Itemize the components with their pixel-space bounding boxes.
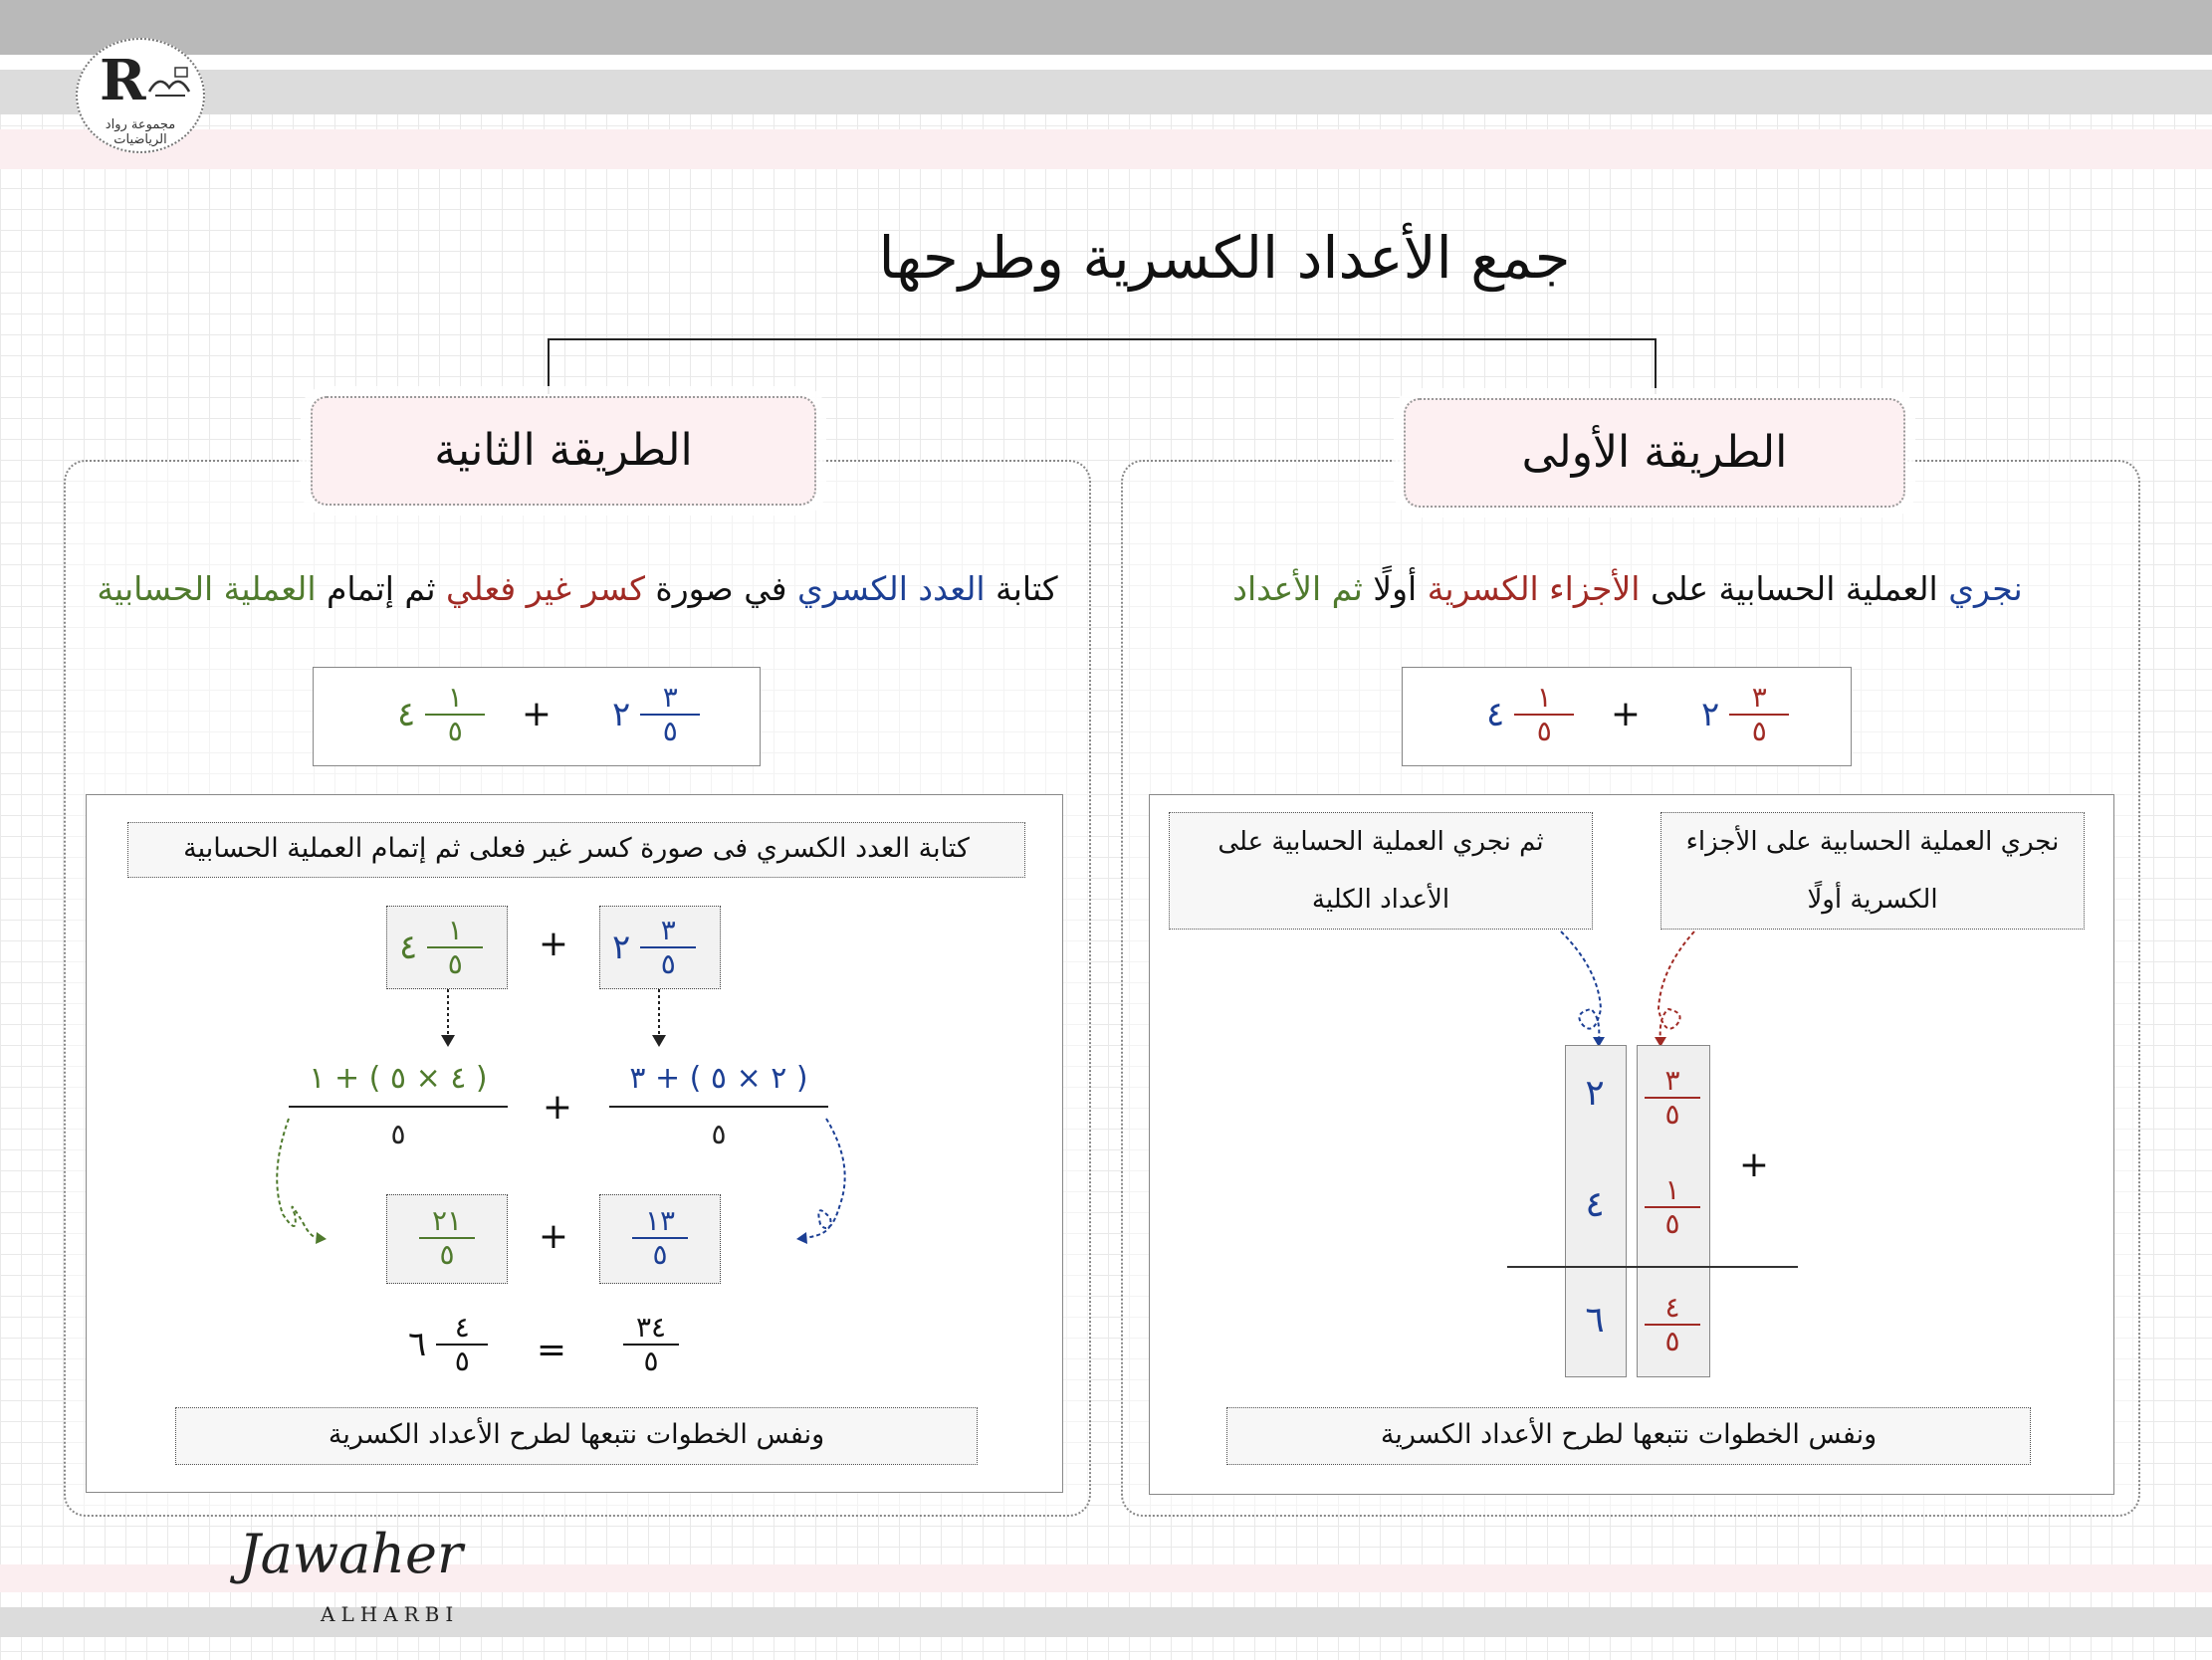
numerator: ٣٤ — [635, 1311, 667, 1344]
subtitle-part-green: العملية الحسابية — [97, 569, 317, 608]
result-fraction — [1645, 1292, 1700, 1357]
curved-arrow-icon — [790, 1115, 870, 1254]
denominator: ٥ — [711, 1118, 727, 1150]
equals-sign: = — [536, 1330, 567, 1370]
numerator: ١ — [447, 914, 463, 946]
subtitle-part-red: الأجزاء الكسرية — [1427, 569, 1641, 608]
whole-part: ٢ — [612, 928, 631, 967]
subtitle-part-red: كسر غير فعلي — [446, 569, 645, 608]
sum-fraction — [623, 1312, 679, 1377]
denominator: ٥ — [1536, 715, 1552, 747]
mixed-number — [397, 682, 485, 747]
denominator: ٥ — [439, 1238, 455, 1271]
subtitle-part: في صورة — [644, 569, 797, 608]
fraction — [640, 682, 700, 747]
term-box — [599, 906, 721, 989]
subtitle-part: ثم إتمام — [316, 569, 447, 608]
improper-result-box — [386, 1194, 508, 1284]
step-two-note — [1169, 812, 1593, 930]
step-line: ثم نجري العملية الحسابية على — [1217, 827, 1544, 857]
numerator: ( ٤ × ٥ ) + ١ — [309, 1061, 488, 1096]
whole-part: ٤ — [1585, 1184, 1605, 1225]
denominator: ٥ — [1664, 1207, 1680, 1240]
whole-part: ٢ — [612, 695, 631, 734]
fraction — [1645, 1065, 1700, 1131]
plus-sign: + — [1610, 694, 1642, 734]
numerator: ١٣ — [644, 1204, 676, 1237]
logo-letter: R — [100, 48, 146, 113]
method-two-instruction: كتابة العدد الكسري فى صورة كسر غير فعلى ثم إتمام العملية الحسابية — [127, 822, 1025, 878]
numerator: ١ — [1664, 1173, 1680, 1206]
denominator: ٥ — [1664, 1325, 1680, 1357]
numerator: ٤ — [1664, 1291, 1680, 1324]
fraction — [419, 1205, 475, 1271]
curved-arrow-icon — [1633, 930, 1712, 1049]
denominator: ٥ — [662, 715, 678, 747]
signature-name: Jawaher — [239, 1523, 463, 1585]
numerator: ٣ — [660, 914, 676, 946]
subtitle-part: كتابة — [985, 569, 1058, 608]
mixed-number — [612, 915, 696, 980]
header-band-light — [0, 70, 2212, 114]
fraction — [640, 915, 696, 980]
plus-sign: + — [538, 924, 569, 964]
header-band-dark — [0, 0, 2212, 55]
mixed-number — [1701, 682, 1789, 747]
fraction — [1514, 682, 1574, 747]
improper-result-box — [599, 1194, 721, 1284]
method-two-subtraction-note: ونفس الخطوات نتبعها لطرح الأعداد الكسرية — [175, 1407, 978, 1465]
step-line: الكسرية أولًا — [1807, 885, 1938, 915]
method-one-subtraction-note: ونفس الخطوات نتبعها لطرح الأعداد الكسرية — [1226, 1407, 2031, 1465]
fraction — [425, 682, 485, 747]
plus-sign: + — [521, 694, 553, 734]
whole-part: ٤ — [1486, 695, 1505, 734]
subtitle-part-green: ثم الأعداد — [1232, 569, 1363, 608]
curved-arrow-icon — [259, 1115, 338, 1254]
denominator: ٥ — [660, 947, 676, 980]
term-box — [386, 906, 508, 989]
numerator: ١ — [447, 681, 463, 714]
fraction — [427, 915, 483, 980]
denominator: ٥ — [447, 715, 463, 747]
method-two-expression — [313, 667, 761, 766]
step-one-note — [1660, 812, 2085, 930]
method-two-worked-example — [86, 794, 1063, 1493]
curved-arrow-icon — [1543, 930, 1623, 1049]
down-arrow-icon — [428, 989, 468, 1049]
denominator: ٥ — [454, 1345, 470, 1377]
mixed-number — [399, 915, 483, 980]
numerator: ٢١ — [431, 1204, 463, 1237]
final-mixed-number — [408, 1312, 488, 1377]
method-one-label: الطريقة الأولى — [1404, 398, 1905, 508]
method-two-label: الطريقة الثانية — [311, 396, 816, 506]
whole-part: ٢ — [1585, 1073, 1605, 1114]
title-connector — [548, 338, 1657, 394]
fraction — [1729, 682, 1789, 747]
subtitle-part: أولًا — [1362, 569, 1428, 608]
logo-emblem-icon — [145, 62, 195, 102]
sum-line — [1507, 1266, 1798, 1268]
fraction — [436, 1312, 488, 1377]
mixed-number — [1486, 682, 1574, 747]
subtitle-part: العملية الحسابية على — [1640, 569, 1949, 608]
whole-part: ٤ — [399, 928, 418, 967]
signature-surname: ALHARBI — [321, 1602, 460, 1626]
header-band-gap — [0, 55, 2212, 70]
plus-sign: + — [542, 1087, 573, 1128]
numerator: ٣ — [1751, 681, 1767, 714]
fraction — [1645, 1174, 1700, 1240]
fraction — [632, 1205, 688, 1271]
denominator: ٥ — [652, 1238, 668, 1271]
numerator: ( ٢ × ٥ ) + ٣ — [629, 1061, 808, 1096]
logo — [76, 38, 205, 153]
numerator: ٣ — [662, 681, 678, 714]
whole-part: ٤ — [397, 695, 416, 734]
numerator: ٣ — [1664, 1064, 1680, 1097]
method-one-expression — [1402, 667, 1852, 766]
down-arrow-icon — [639, 989, 679, 1049]
whole-part: ٦ — [408, 1325, 427, 1364]
method-one-subtitle — [1145, 569, 2110, 608]
page-title: جمع الأعداد الكسرية وطرحها — [878, 224, 1571, 292]
subtitle-part-blue: نجري — [1948, 569, 2023, 608]
denominator: ٥ — [1751, 715, 1767, 747]
logo-caption: مجموعة رواد الرياضيات — [105, 117, 176, 147]
subtitle-part-blue: العدد الكسري — [796, 569, 986, 608]
step-line: الأعداد الكلية — [1311, 885, 1450, 915]
numerator: ٤ — [454, 1311, 470, 1344]
step-line: نجري العملية الحسابية على الأجزاء — [1685, 827, 2060, 857]
denominator: ٥ — [1664, 1098, 1680, 1131]
plus-sign: + — [1738, 1144, 1770, 1185]
denominator: ٥ — [390, 1118, 406, 1150]
method-two-subtitle — [80, 569, 1075, 608]
numerator: ١ — [1536, 681, 1552, 714]
whole-part: ٢ — [1701, 695, 1720, 734]
plus-sign: + — [538, 1216, 569, 1257]
mixed-number — [612, 682, 700, 747]
header-band-pink — [0, 129, 2212, 169]
result-whole-part: ٦ — [1585, 1300, 1605, 1341]
denominator: ٥ — [447, 947, 463, 980]
denominator: ٥ — [643, 1345, 659, 1377]
